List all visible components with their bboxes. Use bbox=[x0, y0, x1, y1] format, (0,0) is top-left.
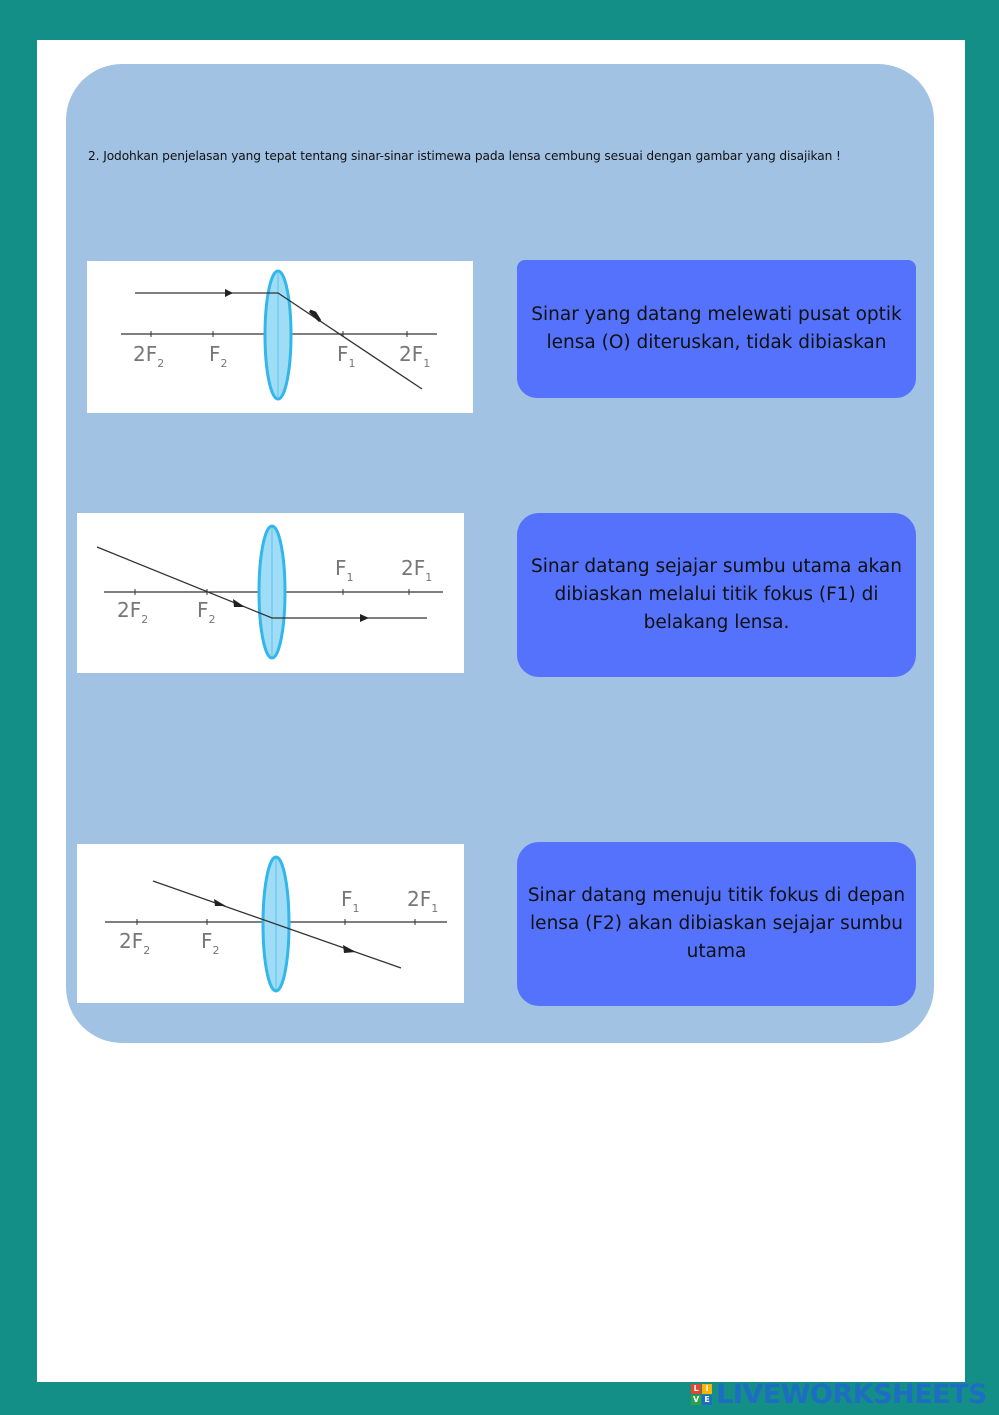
diagram-parallel-ray bbox=[87, 261, 473, 413]
label-f1: $F_1$ bbox=[335, 556, 354, 584]
ray-arrow bbox=[360, 614, 369, 622]
brand-name: LIVEWORKSHEETS bbox=[716, 1378, 987, 1410]
lens-diagram-1 bbox=[87, 261, 473, 413]
liveworksheets-logo[interactable] bbox=[691, 1379, 987, 1409]
lens-diagram-2 bbox=[77, 513, 464, 673]
label-f2: $F_2$ bbox=[201, 929, 220, 957]
question-instruction: 2. Jodohkan penjelasan yang tepat tentang sinar-sinar istimewa pada lensa cembung sesuai dengan gambar yang disajikan ! bbox=[88, 149, 841, 163]
label-2f2: $2F_2$ bbox=[119, 929, 151, 957]
label-2f2: $2F_2$ bbox=[133, 342, 165, 370]
brand-logo-icon: L I V E bbox=[691, 1384, 712, 1405]
lens-diagram-3 bbox=[77, 844, 464, 1003]
label-2f1: $2F_1$ bbox=[399, 342, 431, 370]
answer-text: Sinar yang datang melewati pusat optik lensa (O) diteruskan, tidak dibiaskan bbox=[531, 304, 902, 353]
diagram-focus-ray bbox=[77, 513, 464, 673]
label-f1: $F_1$ bbox=[337, 342, 356, 370]
label-f2: $F_2$ bbox=[197, 598, 216, 626]
answer-box-center-ray[interactable] bbox=[517, 260, 916, 398]
answer-box-parallel-ray[interactable] bbox=[517, 513, 916, 677]
ray-arrow bbox=[214, 899, 226, 906]
diagram-center-ray bbox=[77, 844, 464, 1003]
answer-text: Sinar datang sejajar sumbu utama akan dibiaskan melalui titik fokus (F1) di belakang lensa. bbox=[531, 556, 902, 633]
label-f2: $F_2$ bbox=[209, 342, 228, 370]
label-2f2: $2F_2$ bbox=[117, 598, 149, 626]
label-2f1: $2F_1$ bbox=[401, 556, 433, 584]
ray-arrow bbox=[343, 945, 356, 953]
label-2f1: $2F_1$ bbox=[407, 887, 439, 915]
ray-arrow bbox=[225, 289, 233, 297]
answer-text: Sinar datang menuju titik fokus di depan lensa (F2) akan dibiaskan sejajar sumbu utama bbox=[527, 885, 906, 962]
answer-box-focus-ray[interactable] bbox=[517, 842, 916, 1006]
label-f1: $F_1$ bbox=[341, 887, 360, 915]
